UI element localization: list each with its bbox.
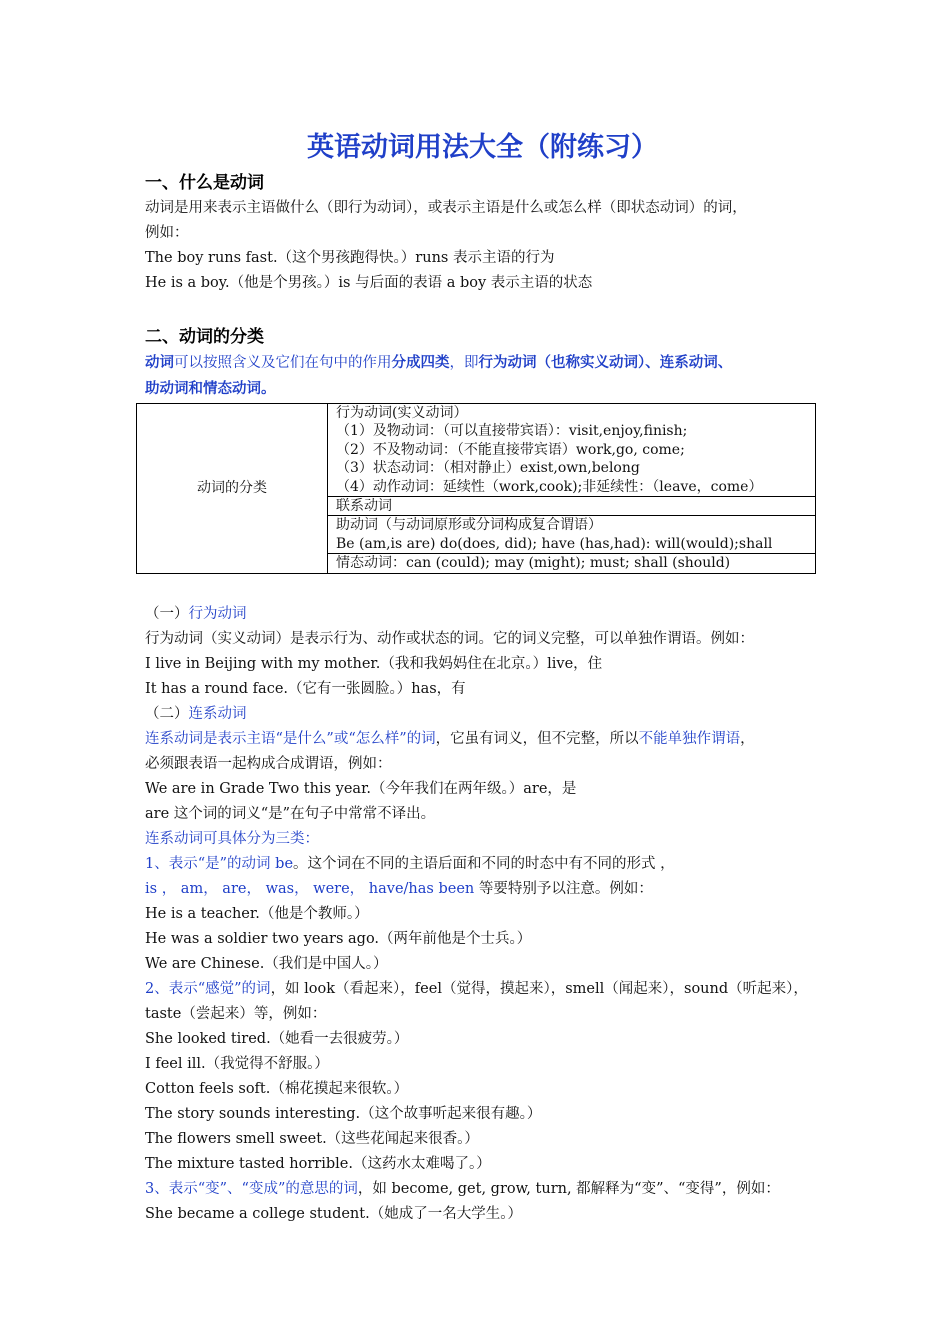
highlight-text: 连系动词是表示主语“是什么”或“怎么样”的词 — [145, 730, 436, 747]
paragraph — [145, 852, 820, 877]
highlight-text: 3、表示“变”、“变成”的意思的词 — [145, 1180, 358, 1197]
paragraph: 必须跟表语一起构成合成谓语，例如： — [145, 755, 392, 772]
example-line: She became a college student.（她成了一名大学生。） — [145, 1205, 522, 1222]
subsection-title: 连系动词 — [188, 705, 247, 722]
example-line: The flowers smell sweet.（这些花闻起来很香。） — [145, 1130, 479, 1147]
highlight-text: 2、表示“感觉”的词 — [145, 980, 271, 997]
paragraph — [145, 877, 820, 902]
highlight-text: 1、表示“是”的动词 be — [145, 855, 294, 872]
table-line: 助动词（与动词原形或分词构成复合谓语） — [336, 517, 602, 534]
example-line: He was a soldier two years ago.（两年前他是个士兵。） — [145, 930, 532, 947]
intro-text: 可以按照含义及它们在句中的作用 — [174, 355, 392, 371]
example-line: The boy runs fast.（这个男孩跑得快。）runs 表示主语的行为 — [145, 250, 555, 266]
section-1-heading: 一、什么是动词 — [145, 173, 264, 193]
example-line: We are in Grade Two this year.（今年我们在两年级。）are，是 — [145, 780, 577, 797]
highlight-text: is ， am， are， was， were， have/has been — [145, 880, 475, 897]
table-cell-aux-verbs — [328, 516, 816, 554]
example-line: Cotton feels soft.（棉花摸起来很软。） — [145, 1080, 409, 1097]
subsection-2-heading — [145, 702, 820, 727]
paragraph — [145, 1177, 820, 1202]
paragraph: are 这个词的词义“是”在句子中常常不译出。 — [145, 805, 436, 822]
example-line: It has a round face.（它有一张圆脸。）has，有 — [145, 680, 466, 697]
text: 等要特别予以注意。例如： — [474, 880, 653, 897]
example-line: The story sounds interesting.（这个故事听起来很有趣。） — [145, 1105, 542, 1122]
example-line: The mixture tasted horrible.（这药水太难喝了。） — [145, 1155, 491, 1172]
verb-classification-table — [136, 403, 816, 574]
table-line: （1）及物动词：（可以直接带宾语）：visit,enjoy,finish; — [336, 423, 688, 440]
table-cell-modal-verbs: 情态动词：can (could); may (might); must; shall (should) — [328, 554, 816, 573]
text: ， — [740, 730, 755, 747]
table-line: （2）不及物动词：（不能直接带宾语）work,go, come; — [336, 441, 685, 458]
subsection-number: （二） — [145, 705, 189, 722]
intro-text: ，即 — [449, 355, 479, 371]
paragraph: taste（尝起来）等，例如： — [145, 1005, 327, 1022]
text: ，它虽有词义，但不完整，所以 — [435, 730, 639, 747]
example-line: He is a boy.（他是个男孩。）is 与后面的表语 a boy 表示主语的状态 — [145, 275, 593, 291]
text: ，如 become, get, grow, turn, 都解释为“变”、“变得”，例如： — [357, 1180, 780, 1197]
example-line: He is a teacher.（他是个教师。） — [145, 905, 369, 922]
subsection-title: 行为动词 — [188, 605, 247, 622]
example-line: I live in Beijing with my mother.（我和我妈妈住在北京。）live，住 — [145, 655, 603, 672]
paragraph: 行为动词（实义动词）是表示行为、动作或状态的词。它的词义完整，可以单独作谓语。例如： — [145, 630, 754, 647]
example-line: I feel ill.（我觉得不舒服。） — [145, 1055, 329, 1072]
paragraph: 例如： — [145, 225, 189, 241]
document-page — [145, 128, 820, 1227]
intro-four-types: 分成四类 — [391, 354, 450, 371]
paragraph: 连系动词可具体分为三类： — [145, 830, 319, 847]
paragraph — [145, 977, 820, 1002]
example-line: She looked tired.（她看一去很疲劳。） — [145, 1030, 409, 1047]
intro-types: 行为动词（也称实义动词）、连系动词、 — [478, 354, 733, 371]
table-left-cell: 动词的分类 — [137, 404, 328, 574]
intro-verb: 动词 — [145, 354, 174, 371]
classification-intro — [145, 350, 820, 376]
subsection-number: （一） — [145, 605, 189, 622]
highlight-text: 不能单独作谓语 — [638, 730, 741, 747]
example-line: We are Chinese.（我们是中国人。） — [145, 955, 388, 972]
text: ，如 look（看起来），feel（觉得，摸起来），smell（闻起来），sound（听起来）， — [270, 980, 808, 997]
table-line: （3）状态动词：（相对静止）exist,own,belong — [336, 460, 640, 477]
table-cell-action-verbs — [328, 404, 816, 497]
table-cell-link-verbs: 联系动词 — [328, 497, 816, 516]
paragraph: 动词是用来表示主语做什么（即行为动词），或表示主语是什么或怎么样（即状态动词）的词， — [145, 200, 747, 216]
subsection-1-heading — [145, 602, 820, 627]
table-line: 行为动词(实义动词） — [336, 405, 468, 421]
paragraph — [145, 727, 820, 752]
table-line: （4）动作动词：延续性（work,cook);非延续性：（leave，come） — [336, 478, 763, 495]
intro-types-cont: 助动词和情态动词。 — [145, 380, 276, 397]
section-2-heading: 二、动词的分类 — [145, 327, 264, 347]
document-title: 英语动词用法大全（附练习） — [307, 132, 658, 163]
table-line: Be (am,is are) do(does, did); have (has,had): will(would);shall — [336, 535, 773, 552]
text: 。这个词在不同的主语后面和不同的时态中有不同的形式 ， — [293, 855, 675, 872]
